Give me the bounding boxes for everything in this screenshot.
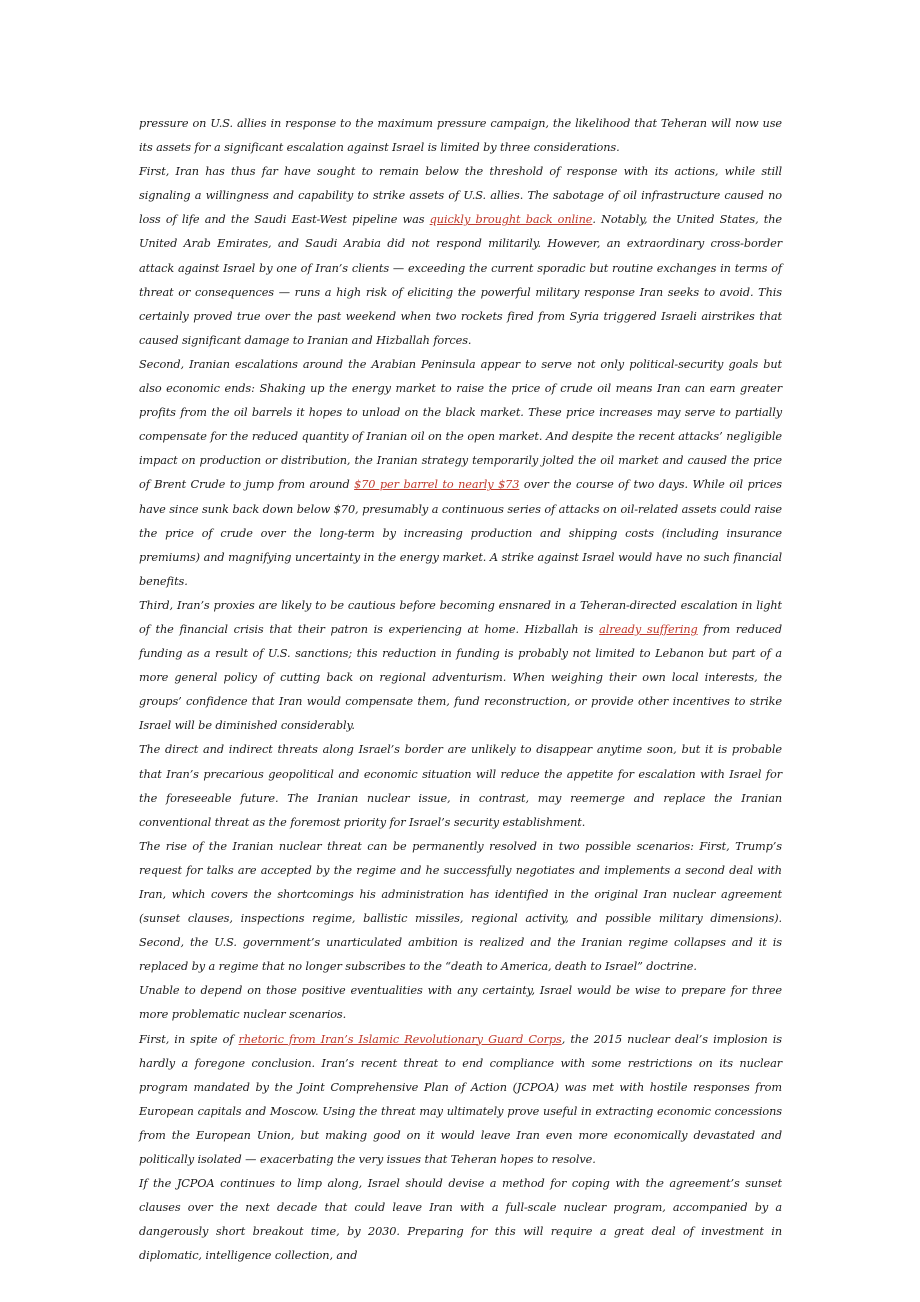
article-paragraph [139,1028,782,1173]
inline-link[interactable]: rhetoric from Iran’s Islamic Revolutionary Guard Corps [238,1032,562,1046]
article-paragraph [139,112,782,160]
article-paragraph [139,979,782,1027]
inline-link[interactable]: quickly brought back online [429,213,593,227]
article-paragraph [139,835,782,980]
article-paragraph [139,353,782,594]
inline-link[interactable]: $70 per barrel to nearly $73 [354,478,520,492]
paragraph-text: Unable to depend on those positive eventualities with any certainty, Israel would be wise to prepare for three more problematic nuclear scenarios. [139,984,782,1022]
article-paragraph [139,738,782,834]
inline-link[interactable]: already suffering [599,622,698,636]
paragraph-text: The direct and indirect threats along Israel’s border are unlikely to disappear anytime soon, but it is probable that Iran’s precarious geopolitical and economic situation will reduce the appetite for escalation with Israel for the foreseeable future. The Iranian nuclear issue, in contrast, may reemerge and replace the Iranian conventional threat as the foremost priority for Israel’s security establishment. [139,743,782,829]
paragraph-text: Second, Iranian escalations around the Arabian Peninsula appear to serve not only political-security goals but also economic ends: Shaking up the energy market to raise the price of crude oil means Iran can earn greater profits from the oil barrels it hopes to unload on the black market. These price increases may serve to partially compensate for the reduced quantity of Iranian oil on the open market. And despite the recent attacks’ negligible impact on production or distribution, the Iranian strategy temporarily jolted the oil market and caused the price of Brent Crude to jump from around [139,357,782,492]
paragraph-text: from reduced funding as a result of U.S. sanctions; this reduction in funding is probably not limited to Lebanon but part of a more general policy of cutting back on regional adventurism. When weighing their own local interests, the groups’ confidence that Iran would compensate them, fund reconstruction, or provide other incentives to strike Israel will be diminished considerably. [139,622,782,733]
article-paragraph [139,594,782,739]
article-paragraph [139,160,782,353]
paragraph-text: . Notably, the United States, the United Arab Emirates, and Saudi Arabia did not respond militarily. However, an extraordinary cross-border attack against Israel by one of Iran’s clients — exceeding the current sporadic but routine exchanges in terms of threat or consequences — runs a high risk of eliciting the powerful military response Iran seeks to avoid. This certainly proved true over the past weekend when two rockets fired from Syria triggered Israeli airstrikes that caused significant damage to Iranian and Hizballah forces. [139,213,782,347]
paragraph-text: If the JCPOA continues to limp along, Israel should devise a method for coping with the agreement’s sunset clauses over the next decade that could leave Iran with a full-scale nuclear program, accompanied by a dangerously short breakout time, by 2030. Preparing for this will require a great deal of investment in diplomatic, intelligence collection, and [139,1177,782,1263]
paragraph-text: First, in spite of [139,1032,239,1046]
article-body [139,112,782,1269]
paragraph-text: pressure on U.S. allies in response to the maximum pressure campaign, the likelihood that Teheran will now use its assets for a significant escalation against Israel is limited by three considerations. [139,117,782,155]
paragraph-text: The rise of the Iranian nuclear threat can be permanently resolved in two possible scenarios: First, Trump’s request for talks are accepted by the regime and he successfully negotiates and implements a second deal with Iran, which covers the shortcomings his administration has identified in the original Iran nuclear agreement (sunset clauses, inspections regime, ballistic missiles, regional activity, and possible military dimensions). Second, the U.S. government’s unarticulated ambition is realized and the Iranian regime collapses and it is replaced by a regime that no longer subscribes to the “death to America, death to Israel” doctrine. [139,839,782,974]
paragraph-text: , the 2015 nuclear deal’s implosion is hardly a foregone conclusion. Iran’s recent threat to end compliance with some restrictions on its nuclear program mandated by the Joint Comprehensive Plan of Action (JCPOA) was met with hostile responses from European capitals and Moscow. Using the threat may ultimately prove useful in extracting economic concessions from the European Union, but making good on it would leave Iran even more economically devastated and politically isolated — exacerbating the very issues that Teheran hopes to resolve. [139,1032,783,1167]
paragraph-text: First, Iran has thus far have sought to remain below the threshold of response with its actions, while still signaling a willingness and capability to strike assets of U.S. allies. The sabotage of oil infrastructure caused no loss of life and the Saudi East-West pipeline was [139,165,782,227]
paragraph-text: over the course of two days. While oil prices have since sunk back down below $70, presumably a continuous series of attacks on oil-related assets could raise the price of crude over the long-term by increasing production and shipping costs (including insurance premiums) and magnifying uncertainty in the energy market. A strike against Israel would have no such financial benefits. [139,478,782,588]
article-paragraph [139,1172,782,1268]
paragraph-text: Third, Iran’s proxies are likely to be cautious before becoming ensnared in a Teheran-directed escalation in light of the financial crisis that their patron is experiencing at home. Hizballah is [139,598,782,636]
